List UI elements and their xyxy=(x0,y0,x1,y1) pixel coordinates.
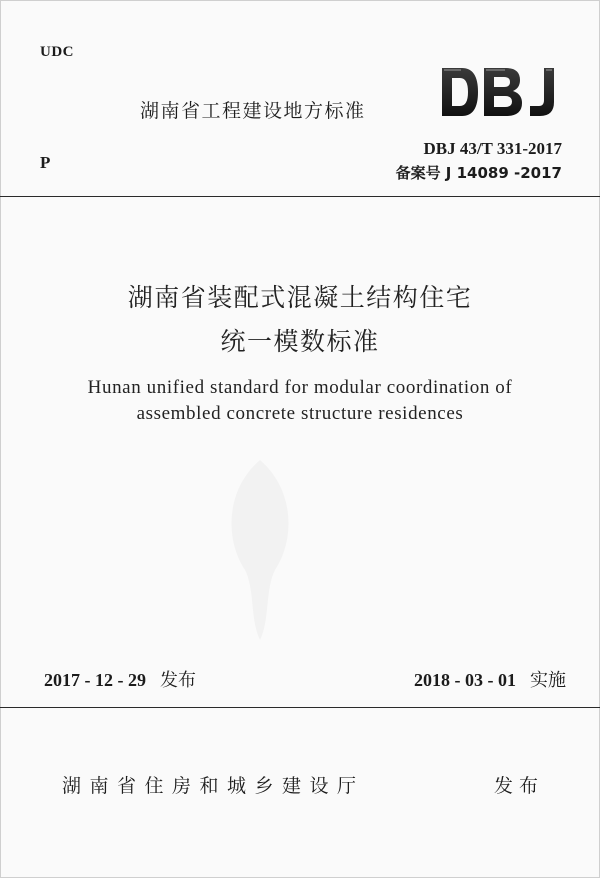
effective-date-block xyxy=(414,666,566,692)
record-number: 备案号 J 14089 -2017 xyxy=(395,164,562,182)
english-title xyxy=(0,375,600,427)
english-title-line-1: Hunan unified standard for modular coordination of xyxy=(87,377,513,398)
udc-label: UDC xyxy=(40,44,74,60)
effective-label: 实施 xyxy=(530,670,566,691)
faint-watermark xyxy=(205,450,315,650)
top-divider xyxy=(0,196,600,197)
effective-date: 2018 - 03 - 01 xyxy=(414,670,516,690)
dbj-logo xyxy=(440,64,564,120)
chinese-title-line-1: 湖南省装配式混凝土结构住宅 xyxy=(127,283,473,312)
issue-date-block xyxy=(44,666,196,692)
series-title: 湖南省工程建设地方标准 xyxy=(140,100,366,122)
standard-code: DBJ 43/T 331-2017 xyxy=(423,139,562,158)
classification-code: P xyxy=(40,153,51,172)
chinese-title xyxy=(0,276,600,364)
bottom-divider xyxy=(0,707,600,708)
issue-date: 2017 - 12 - 29 xyxy=(44,670,146,690)
chinese-title-line-2: 统一模数标准 xyxy=(220,327,380,356)
publisher-name: 湖南省住房和城乡建设厅 xyxy=(62,775,365,797)
standard-code-block xyxy=(396,137,562,185)
english-title-line-2: assembled concrete structure residences xyxy=(136,403,464,424)
issue-label: 发布 xyxy=(160,670,196,691)
publish-label: 发布 xyxy=(494,775,545,797)
